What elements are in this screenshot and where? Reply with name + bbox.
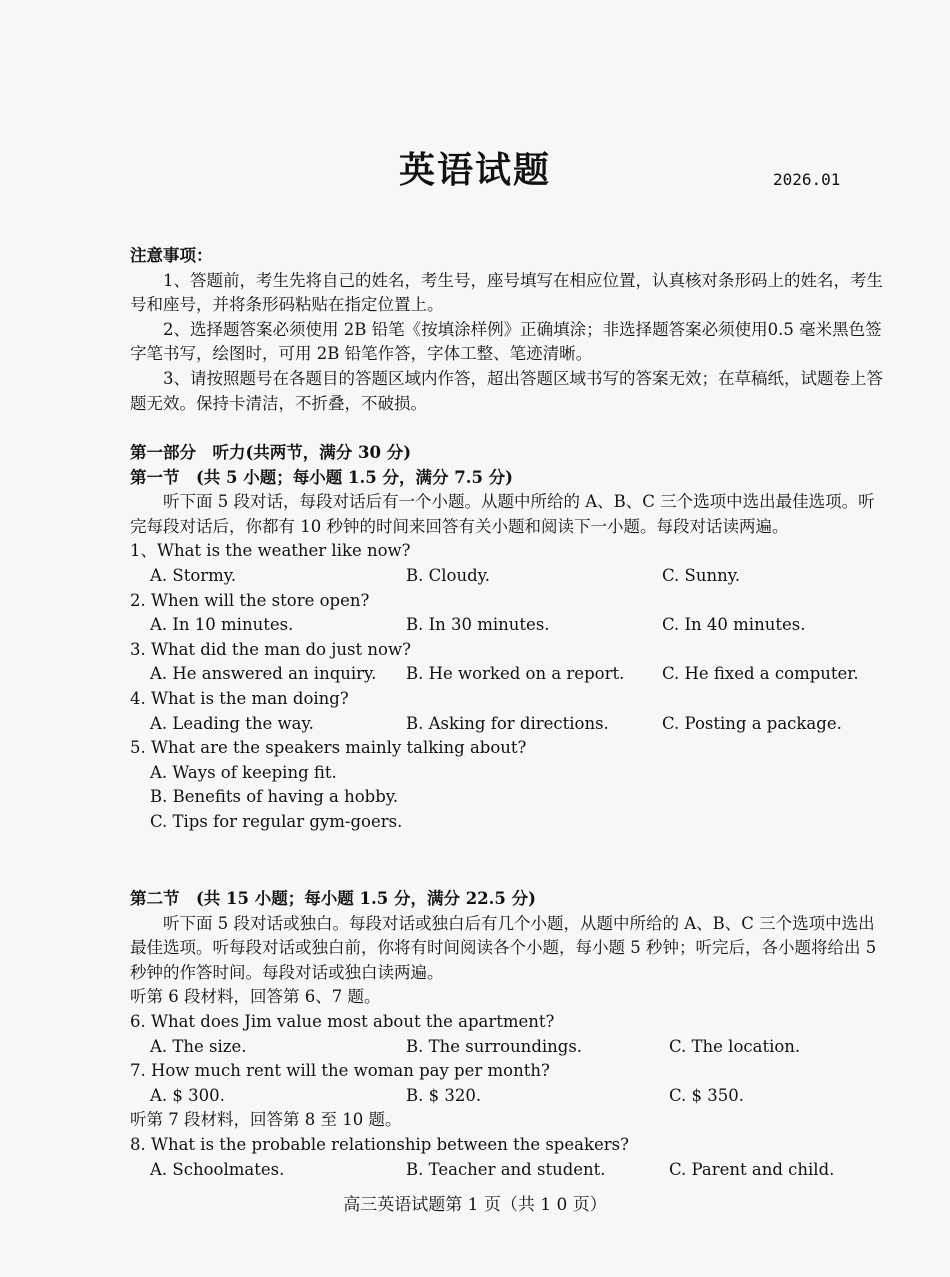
option-b: B. In 30 minutes. <box>406 615 550 635</box>
question-stem: 8. What is the probable relationship between the speakers? <box>130 1134 629 1154</box>
option-c: C. $ 350. <box>669 1085 745 1105</box>
option-a: A. Leading the way. <box>150 713 314 733</box>
question-stem: 2. When will the store open? <box>130 590 370 610</box>
question-options <box>130 1158 890 1183</box>
question-stem: 1、What is the weather like now? <box>130 541 411 561</box>
question-options <box>130 564 890 589</box>
option-c: C. In 40 minutes. <box>662 615 806 635</box>
part1-section1 <box>130 441 890 835</box>
question-stem: 4. What is the man doing? <box>130 688 349 708</box>
question-stem: 3. What did the man do just now? <box>130 639 411 659</box>
option-c: C. Parent and child. <box>669 1159 835 1179</box>
part1-section2 <box>130 887 890 1182</box>
page-title: 英语试题 <box>398 150 551 191</box>
notice-section <box>130 244 890 416</box>
option-a: A. Ways of keeping fit. <box>150 762 337 782</box>
notice-item: 1、答题前，考生先将自己的姓名，考生号，座号填写在相应位置，认真核对条形码上的姓名，考生号和座号，并将条形码粘贴在指定位置上。 <box>130 270 883 315</box>
option-c: C. Sunny. <box>662 565 741 585</box>
option-a: A. Schoolmates. <box>150 1159 285 1179</box>
question-options <box>130 613 890 638</box>
question-stem: 6. What does Jim value most about the apartment? <box>130 1011 555 1031</box>
notice-heading: 注意事项： <box>130 246 213 265</box>
option-a: A. $ 300. <box>150 1085 225 1105</box>
material-prompt: 听第 7 段材料，回答第 8 至 10 题。 <box>130 1110 402 1130</box>
question-options <box>130 712 890 737</box>
option-c: C. Posting a package. <box>662 713 842 733</box>
option-c: C. Tips for regular gym-goers. <box>150 811 403 831</box>
question-options <box>130 1084 890 1109</box>
section-heading: 第二节 (共 15 小题；每小题 1.5 分，满分 22.5 分) <box>130 889 536 908</box>
option-b: B. Asking for directions. <box>406 713 609 733</box>
option-a: A. Stormy. <box>150 565 237 585</box>
option-b: B. He worked on a report. <box>406 664 625 684</box>
section-instructions: 听下面 5 段对话或独白。每段对话或独白后有几个小题，从题中所给的 A、B、C 三个选项中选出最佳选项。听每段对话或独白前，你将有时间阅读各个小题，每小题 5 秒钟；听完后，各小题将给出 5 秒钟的作答时间。每段对话或独白读两遍。 <box>130 913 877 982</box>
section-heading: 第一节 (共 5 小题；每小题 1.5 分，满分 7.5 分) <box>130 467 513 487</box>
part-heading: 第一部分 听力(共两节，满分 30 分) <box>130 443 412 462</box>
notice-item: 3、请按照题号在各题目的答题区域内作答，超出答题区域书写的答案无效；在草稿纸，试题卷上答题无效。保持卡清洁，不折叠，不破损。 <box>130 368 883 413</box>
option-c: C. He fixed a computer. <box>662 664 859 684</box>
option-b: B. The surroundings. <box>406 1036 583 1056</box>
page-footer: 高三英语试题第 1 页（共 1 0 页） <box>343 1195 607 1215</box>
material-prompt: 听第 6 段材料，回答第 6、7 题。 <box>130 987 381 1007</box>
option-b: B. Cloudy. <box>406 565 491 585</box>
option-b: B. Benefits of having a hobby. <box>150 787 399 807</box>
notice-item: 2、选择题答案必须使用 2B 铅笔《按填涂样例》正确填涂；非选择题答案必须使用0.5 毫米黑色签字笔书写，绘图时，可用 2B 铅笔作答，字体工整、笔迹清晰。 <box>130 319 882 364</box>
question-options <box>130 662 890 687</box>
exam-date: 2026.01 <box>773 170 841 189</box>
question-stem: 5. What are the speakers mainly talking about? <box>130 738 527 758</box>
option-a: A. He answered an inquiry. <box>150 664 377 684</box>
question-stem: 7. How much rent will the woman pay per month? <box>130 1061 550 1081</box>
option-a: A. In 10 minutes. <box>150 615 294 635</box>
option-b: B. $ 320. <box>406 1085 482 1105</box>
section-instructions: 听下面 5 段对话，每段对话后有一个小题。从题中所给的 A、B、C 三个选项中选出最佳选项。听完每段对话后，你都有 10 秒钟的时间来回答有关小题和阅读下一小题。每段对话读两遍。 <box>130 492 875 536</box>
option-c: C. The location. <box>669 1036 801 1056</box>
option-a: A. The size. <box>150 1036 247 1056</box>
question-options <box>130 1035 890 1060</box>
option-b: B. Teacher and student. <box>406 1159 606 1179</box>
